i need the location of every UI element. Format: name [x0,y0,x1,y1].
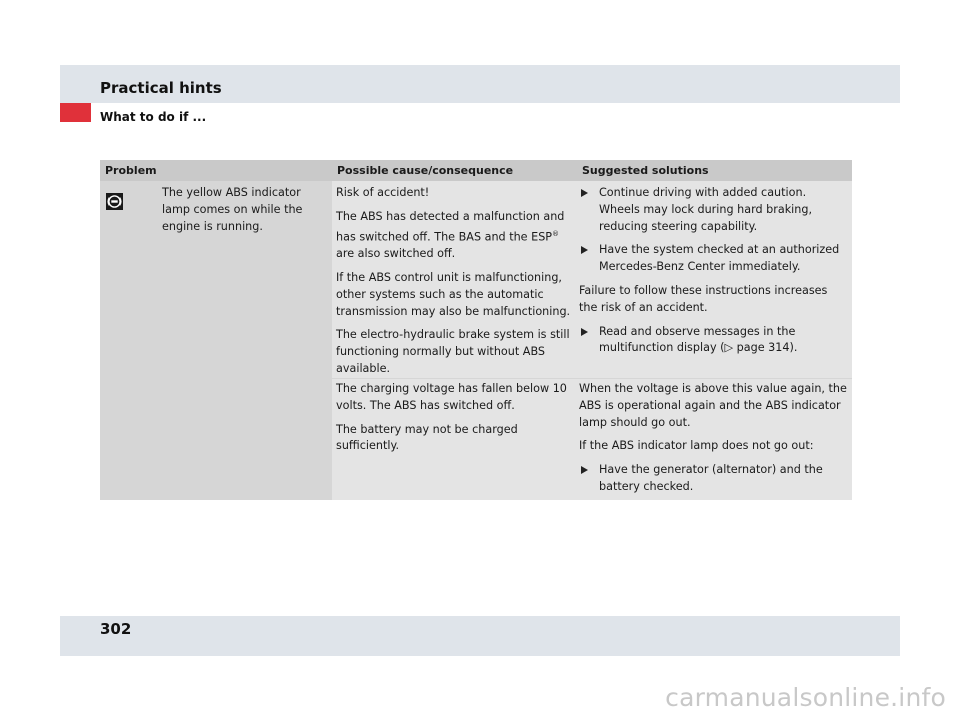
arrow-bullet-icon [581,189,588,197]
column-header-problem: Problem [100,160,332,181]
solution-text: When the voltage is above this value again, the ABS is operational again and the ABS indicator lamp should go out. [579,382,847,429]
troubleshooting-table [100,160,852,500]
page-reference-icon: ▷ [724,341,734,355]
page-number: 302 [100,620,132,638]
column-header-cause: Possible cause/consequence [332,160,577,181]
problem-text: The yellow ABS indicator lamp comes on while the engine is running. [162,186,303,233]
section-marker [60,103,91,122]
warning-note: Failure to follow these instructions increases the risk of an accident. [579,283,828,314]
column-header-solutions: Suggested solutions [577,160,852,181]
subsection-title: What to do if ... [100,110,207,124]
arrow-bullet-icon [581,246,588,254]
cause-text: The battery may not be charged sufficiently. [336,422,518,453]
abs-warning-icon [106,193,123,210]
cause-text: If the ABS control unit is malfunctioning, other systems such as the automatic transmission may also be malfunctioning. [336,270,571,318]
list-item: Read and observe messages in the multifunction display (▷ page 314). [579,324,848,358]
list-item: Have the generator (alternator) and the battery checked. [579,462,848,496]
list-item: Have the system checked at an authorized Mercedes-Benz Center immediately. [579,242,848,276]
cause-cell-row-1 [332,181,577,378]
solution-text: If the ABS indicator lamp does not go out: [579,439,814,453]
arrow-bullet-icon [581,328,588,336]
solution-cell-row-1 [577,181,852,378]
arrow-bullet-icon [581,466,588,474]
list-item: Continue driving with added caution. Wheels may lock during hard braking, reducing steering capability. [579,185,848,235]
registered-mark: ® [552,229,560,238]
watermark: carmanualsonline.info [665,683,946,712]
cause-cell-row-2 [332,379,577,500]
cause-text: The electro-hydraulic brake system is still functioning normally but without ABS available. [336,328,570,375]
cause-text: The ABS has detected a malfunction and has switched off. The BAS and the ESP® are also switched off. [336,209,565,261]
cause-text: Risk of accident! [336,186,430,199]
footer-band [60,616,900,656]
cause-text: The charging voltage has fallen below 10 volts. The ABS has switched off. [336,382,567,412]
section-title: Practical hints [100,79,222,97]
problem-cell [100,181,332,500]
solution-cell-row-2 [577,379,852,500]
